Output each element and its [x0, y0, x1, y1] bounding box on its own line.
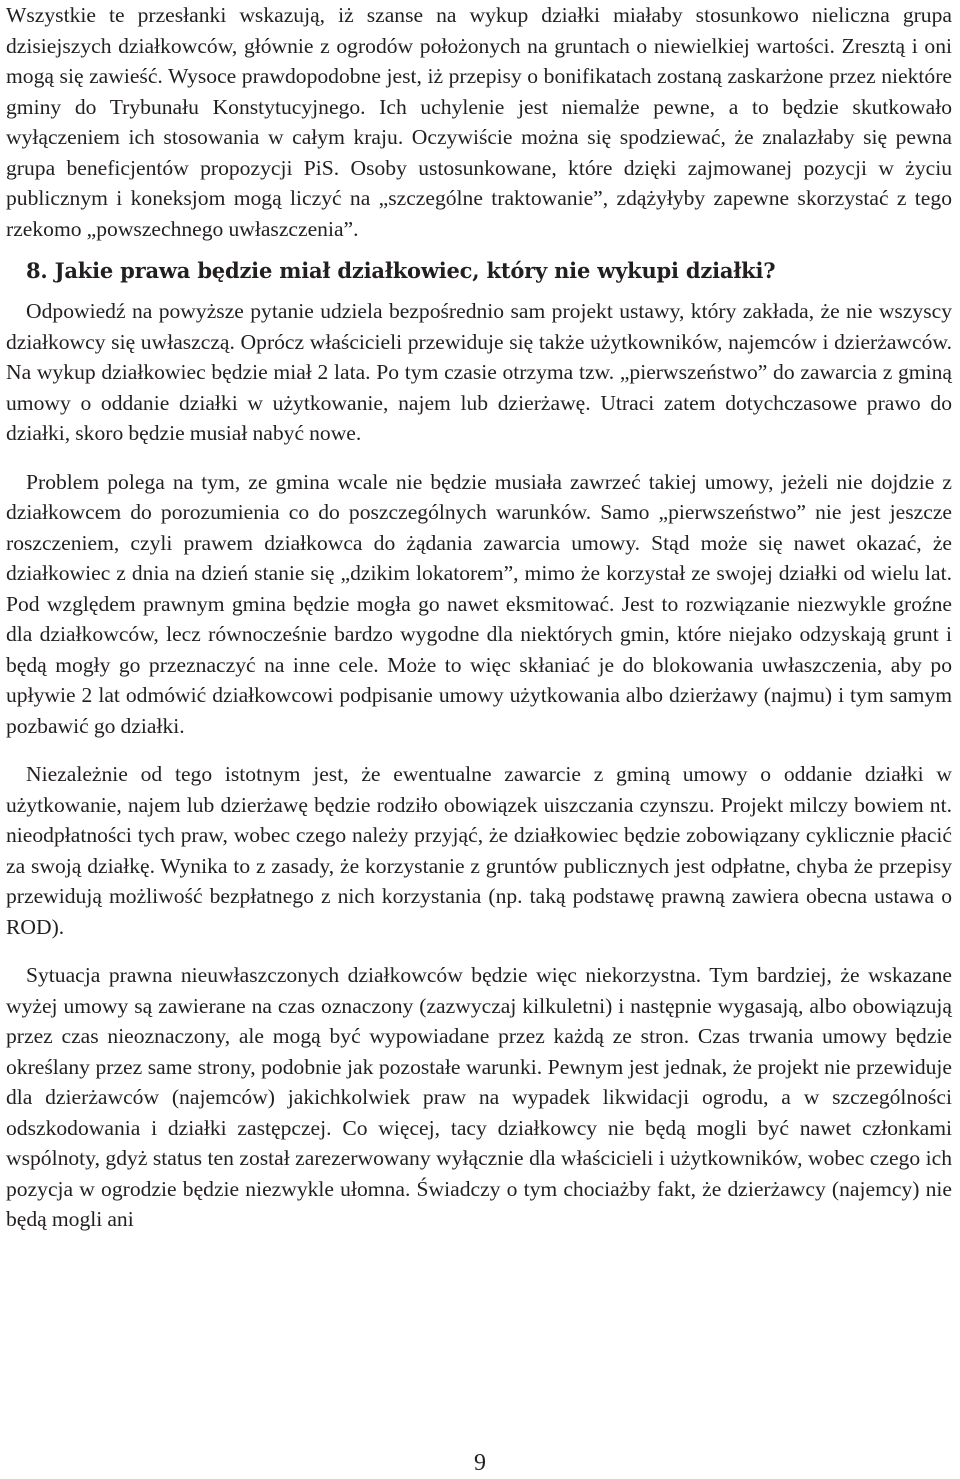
paragraph-intro: Wszystkie te przesłanki wskazują, iż szanse na wykup działki miałaby stosunkowo nieliczna grupa dzisiejszych działkowców, głównie z ogrodów położonych na gruntach o niewielkiej wartości. Zresztą i oni mogą się zawieść. Wysoce prawdopodobne jest, iż przepisy o bonifikatach zostaną zaskarżone przez niektóre gminy do Trybunału Konstytucyjnego. Ich uchylenie jest niemalże pewne, a to będzie skutkowało wyłączeniem ich stosowania w całym kraju. Oczywiście można się spodziewać, że znalazłaby się pewna grupa beneficjentów propozycji PiS. Osoby ustosunkowane, które dzięki zajmowanej pozycji w życiu publicznym i koneksjom mogą liczyć na „szczególne traktowanie”, zdążyłyby zapewne skorzystać z tego rzekomo „powszechnego uwłaszczenia”.: [6, 3, 952, 241]
paragraph-2: Problem polega na tym, ze gmina wcale nie będzie musiała zawrzeć takiej umowy, jeżeli nie dojdzie z działkowcem do porozumienia co do poszczególnych warunków. Samo „pierwszeństwo” nie jest jeszcze roszczeniem, czyli prawem działkowca do żądania zawarcia umowy. Stąd może się nawet okazać, że działkowiec z dnia na dzień stanie się „dzikim lokatorem”, mimo że korzystał ze swojej działki od wielu lat. Pod względem prawnym gmina będzie mogła go nawet eksmitować. Jest to rozwiązanie niezwykle groźne dla działkowców, lecz równocześnie bardzo wygodne dla niektórych gmin, które niejako odzyskają grunt i będą mogły go przeznaczyć na inne cele. Może to więc skłaniać je do blokowania uwłaszczenia, aby po upływie 2 lat odmówić działkowcowi podpisanie umowy użytkowania albo dzierżawy (najmu) i tym samym pozbawić go działki.: [6, 469, 952, 738]
paragraph-1: Odpowiedź na powyższe pytanie udziela bezpośrednio sam projekt ustawy, który zakłada, że nie wszyscy działkowcy się uwłaszczą. Oprócz właścicieli przewiduje się także użytkowników, najemców i dzierżawców. Na wykup działkowiec będzie miał 2 lata. Po tym czasie otrzyma tzw. „pierwszeństwo” do zawarcia z gminą umowy o oddanie działki w użytkowanie, najem lub dzierżawę. Utraci zatem dotychczasowe prawo do działki, skoro będzie musiał nabyć nowe.: [6, 299, 952, 445]
document-page: [6, 0, 952, 1235]
page-number: 9: [474, 1450, 486, 1476]
section-heading: 8. Jakie prawa będzie miał działkowiec, który nie wykupi działki?: [26, 258, 776, 283]
paragraph-3: Niezależnie od tego istotnym jest, że ewentualne zawarcie z gminą umowy o oddanie działki w użytkowanie, najem lub dzierżawę będzie rodziło obowiązek uiszczania czynszu. Projekt milczy bowiem nt. nieodpłatności tych praw, wobec czego należy przyjąć, że działkowiec będzie zobowiązany cyklicznie płacić za swoją działkę. Wynika to z zasady, że korzystanie z gruntów publicznych jest odpłatne, chyba że przepisy przewidują możliwość bezpłatnego z nich korzystania (np. taką podstawę prawną zawiera obecna ustawa o ROD).: [6, 762, 952, 939]
paragraph-4: Sytuacja prawna nieuwłaszczonych działkowców będzie więc niekorzystna. Tym bardziej, że wskazane wyżej umowy są zawierane na czas oznaczony (zazwyczaj kilkuletni) i następnie wygasają, albo obowiązują przez czas nieoznaczony, ale mogą być wypowiadane przez każdą ze stron. Czas trwania umowy będzie określany przez same strony, podobnie jak pozostałe warunki. Pewnym jest jednak, że projekt nie przewiduje dla dzierżawców (najemców) jakichkolwiek praw na wypadek likwidacji ogrodu, a w szczególności odszkodowania i działki zastępczej. Co więcej, tacy działkowcy nie będą mogli być nawet członkami wspólnoty, gdyż status ten został zarezerwowany wyłącznie dla właścicieli i użytkowników, wobec czego ich pozycja w ogrodzie będzie niezwykle ułomna. Świadczy o tym chociażby fakt, że dzierżawcy (najemcy) nie będą mogli ani: [6, 963, 952, 1231]
